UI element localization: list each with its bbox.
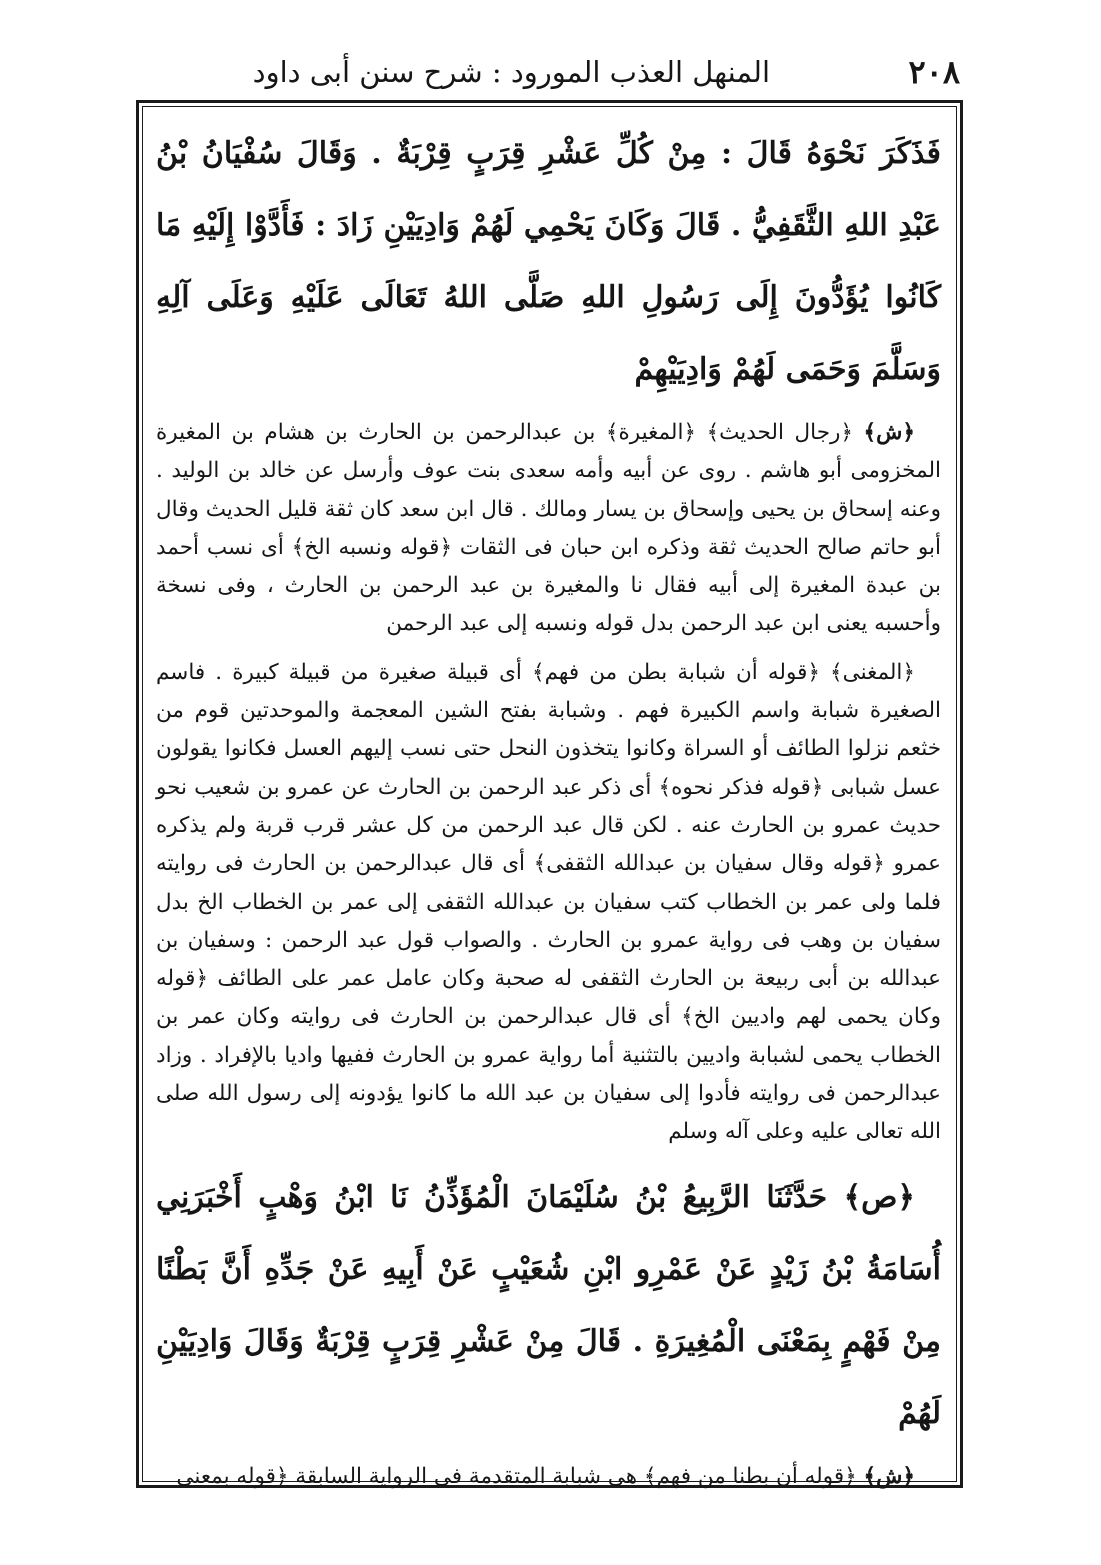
commentary-marker: ﴿ش﴾ xyxy=(863,420,915,445)
commentary-marker: ﴿ش﴾ xyxy=(863,1463,915,1489)
commentary-text-3: ﴿قوله أن بطنا من فهم﴾ هى شبابة المتقدمة فى الرواية السابقة ﴿قوله بمعنى xyxy=(176,1463,857,1489)
hadith-text-2 xyxy=(156,1162,941,1450)
commentary-paragraph-3 xyxy=(156,1458,941,1496)
commentary-text-2: ﴿المغنى﴾ ﴿قوله أن شبابة بطن من فهم﴾ أى قبيلة صغيرة من قبيلة كبيرة . فاسم الصغيرة شبابة واسم الكبيرة فهم . وشبابة بفتح الشين المعجمة والموحدتين قوم من خثعم نزلوا الطائف أو السراة وكانوا يتخذون النحل حتى نسب إليهم العسل فكانوا يقولون عسل شبابى ﴿قوله فذكر نحوه﴾ أى ذكر عبد الرحمن بن الحارث عن عمرو بن شعيب نحو حديث عمرو بن الحارث عنه . لكن قال عبد الرحمن من كل عشر قرب قربة ولم يذكره عمرو ﴿قوله وقال سفيان بن عبدالله الثقفى﴾ أى قال عبدالرحمن بن الحارث فى روايته فلما ولى عمر بن الخطاب كتب سفيان بن عبدالله الثقفى إلى عمر بن الخطاب الخ بدل سفيان بن وهب فى رواية عمرو بن الحارث . والصواب قول عبد الرحمن : وسفيان بن عبدالله بن أبى ربيعة بن الحارث الثقفى له صحبة وكان عامل عمر على الطائف ﴿قوله وكان يحمى لهم واديين الخ﴾ أى قال عبدالرحمن بن الحارث فى روايته وكان عمر بن الخطاب يحمى لشبابة واديين بالتثنية أما رواية عمرو بن الحارث ففيها واديا بالإفراد . وزاد عبدالرحمن فى روايته فأدوا إلى سفيان بن عبد الله ما كانوا يؤدونه إلى رسول الله صلى الله تعالى عليه وعلى آله وسلم xyxy=(156,659,941,1145)
page-number: ٢٠٨ xyxy=(908,53,960,91)
hadith-text-2-body: حَدَّثَنَا الرَّبِيعُ بْنُ سُلَيْمَانَ الْمُؤَذِّنُ نَا ابْنُ وَهْبٍ أَخْبَرَنِي أُسَامَةُ بْنُ زَيْدٍ عَنْ عَمْرِو ابْنِ شُعَيْبٍ عَنْ أَبِيهِ عَنْ جَدِّهِ أَنَّ بَطْنًا مِنْ فَهْمٍ بِمَعْنَى الْمُغِيرَةِ . قَالَ مِنْ عَشْرِ قِرَبٍ قِرْبَةٌ وَقَالَ وَادِيَيْنِ لَهُمْ xyxy=(156,1179,941,1431)
hadith-marker: ﴿ص﴾ xyxy=(843,1179,915,1215)
hadith-text-1: فَذَكَرَ نَحْوَهُ قَالَ : مِنْ كُلِّ عَشْرِ قِرَبٍ قِرْبَةٌ . وَقَالَ سُفْيَانُ بْنُ عَبْدِ اللهِ الثَّقَفِيُّ . قَالَ وَكَانَ يَحْمِي لَهُمْ وَادِيَيْنِ زَادَ : فَأَدَّوْا إِلَيْهِ مَا كَانُوا يُؤَدُّونَ إِلَى رَسُولِ اللهِ صَلَّى اللهُ تَعَالَى عَلَيْهِ وَعَلَى آلِهِ وَسَلَّمَ وَحَمَى لَهُمْ وَادِيَيْهِمْ xyxy=(156,136,941,387)
page-header xyxy=(140,40,960,96)
running-title: المنهل العذب المورود : شرح سنن أبى داود xyxy=(252,55,770,89)
commentary-paragraph-1 xyxy=(156,414,941,644)
page-body xyxy=(156,118,941,1506)
commentary-paragraph-2 xyxy=(156,654,941,1152)
commentary-text-1: ﴿رجال الحديث﴾ ﴿المغيرة﴾ بن عبدالرحمن بن الحارث بن هشام بن المغيرة المخزومى أبو هاشم . روى عن أبيه وأمه سعدى بنت عوف وأرسل عن خالد بن الوليد . وعنه إسحاق بن يحيى وإسحاق بن يسار ومالك . قال ابن سعد كان ثقة قليل الحديث وقال أبو حاتم صالح الحديث ثقة وذكره ابن حبان فى الثقات ﴿قوله ونسبه الخ﴾ أى نسب أحمد بن عبدة المغيرة إلى أبيه فقال نا والمغيرة بن عبد الرحمن بن الحارث ، وفى نسخة وأحسبه يعنى ابن عبد الرحمن بدل قوله ونسبه إلى عبد الرحمن xyxy=(156,420,941,637)
